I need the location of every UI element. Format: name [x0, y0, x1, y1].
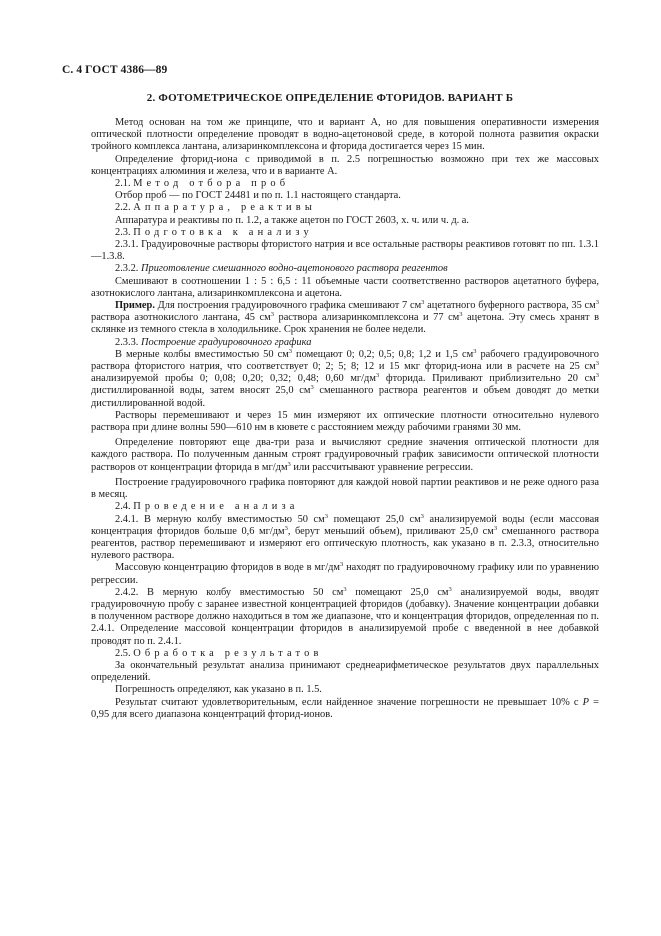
page-header: С. 4 ГОСТ 4386—89: [62, 64, 168, 76]
section-2-3-3-text: В мерные колбы вместимостью 50 $см^3$ помещают 0; 0,2; 0,5; 0,8; 1,2 и 1,5 $см^3$ рабочего градуировочного раствора фтористого натрия, что соответствует 0; 2; 5; 8; 12 и 15 мкг фторид-иона или в расчете на 25 $см^3$ анализируемой пробы 0; 0,08; 0,20; 0,32; 0,48; 0,60 $мг/дм^3$ фторида. Приливают приблизительно 20 $см^3$ дистиллированной воды, затем вносят 25,0 $см^3$ смешанного раствора реагентов и объем доводят до метки дистиллированной водой.: [91, 347, 600, 409]
paragraph-mixing: Растворы перемешивают и через 15 мин измеряют их оптические плотности относительно нулевого раствора при длине волны 590—610 нм в кювете с расстоянием между рабочими гранями 30 мм.: [91, 409, 599, 434]
section-2-1-text: Отбор проб — по ГОСТ 24481 и по п. 1.1 настоящего стандарта.: [115, 190, 401, 202]
paragraph-result-criteria: Результат считают удовлетворительным, если найденное значение погрешности не превышает 10% с P = 0,95 для всего диапазона концентраций фторид-ионов.: [91, 696, 599, 720]
paragraph-error: Погрешность определяют, как указано в п. 1.5.: [115, 684, 322, 696]
example-paragraph: Пример. Для построения градуировочного графика смешивают 7 $см^3$ ацетатного буферного раствора, 35 $см^3$ раствора азотнокислого лантана, 45 $см^3$ раствора ализаринкомплексона и 77 $см^3$ ацетона. Эту смесь хранят в склянке из темного стекла в холодильнике. Срок хранения не более недели.: [91, 299, 599, 336]
section-2-3-1-text: 2.3.1. Градуировочные растворы фтористого натрия и все остальные растворы реактивов готовят по пп. 1.3.1—1.3.8.: [91, 239, 599, 263]
section-2-2-title: Аппаратура, реактивы: [133, 202, 317, 214]
section-title: 2. ФОТОМЕТРИЧЕСКОЕ ОПРЕДЕЛЕНИЕ ФТОРИДОВ. ВАРИАНТ Б: [146, 92, 514, 104]
example-label: Пример.: [115, 300, 155, 312]
section-2-2-heading: 2.2. Аппаратура, реактивы: [115, 202, 317, 214]
section-2-1-title: Метод отбора проб: [133, 178, 290, 190]
section-2-3-2-text: Смешивают в соотношении 1 : 5 : 6,5 : 11 объемные части соответственно растворов ацетатного буфера, азотнокислого лантана, ализаринкомплексона и ацетона.: [91, 275, 599, 299]
paragraph-repeat: Определение повторяют еще два-три раза и вычисляют средние значения оптической плотности для каждого раствора. По полученным данным строят градуировочный график зависимости оптической плотности растворов от концентрации фторида в $мг/дм^3$ или рассчитывают уравнение регрессии.: [91, 437, 599, 473]
section-2-3-2-heading: 2.3.2. Приготовление смешанного водно-ацетонового раствора реагентов: [115, 263, 448, 275]
paragraph-fluoride-determination: Определение фторид-иона с приводимой в п. 2.5 погрешностью возможно при тех же массовых концентрациях алюминия и железа, что и в варианте А.: [91, 153, 599, 177]
section-2-3-title: Подготовка к анализу: [133, 226, 313, 238]
section-2-4-title: Проведение анализа: [133, 501, 299, 513]
section-2-5-heading: 2.5. Обработка результатов: [115, 647, 323, 659]
paragraph-final-result: За окончательный результат анализа принимают среднеарифметическое результатов двух параллельных определений.: [91, 659, 599, 684]
section-2-4-heading: 2.4. Проведение анализа: [115, 501, 299, 513]
section-2-5-title: Обработка результатов: [133, 647, 323, 659]
section-2-3-2-title: Приготовление смешанного водно-ацетонового раствора реагентов: [141, 263, 448, 275]
paragraph-method: Метод основан на том же принципе, что и вариант А, но для повышения оперативности измерения оптической плотности определение проводят в водно-ацетоновой среде, в которой полнота развития окраски тройного комплекса лантана, ализаринкомплексона и фторида достигается через 15 мин.: [91, 117, 599, 153]
section-2-3-3-title: Построение градуировочного графика: [141, 336, 312, 348]
section-2-3-heading: 2.3. Подготовка к анализу: [115, 226, 313, 238]
section-2-4-1-text: 2.4.1. В мерную колбу вместимостью 50 $см^3$ помещают 25,0 $см^3$ анализируемой воды (если массовая концентрация фторидов больше 0,6 $мг/дм^3$, берут меньший объем), приливают 25,0 $см^3$ смешанного раствора реагентов, раствор перемешивают и измеряют его оптическую плотность, как указано в п. 2.3.3, относительно нулевого раствора.: [91, 512, 600, 562]
body-text: [91, 117, 599, 721]
paragraph-graph-repeat: Построение градуировочного графика повторяют для каждой новой партии реактивов и не реже одного раза в месяц.: [91, 476, 599, 501]
section-2-4-2-text: 2.4.2. В мерную колбу вместимостью 50 $см^3$ помещают 25,0 $см^3$ анализируемой воды, вводят градуировочную пробу с заранее известной концентрацией фторидов (добавку). Значение концентрации добавки в полученном растворе должно находиться в том же диапазоне, что и концентрация фторидов, определенная по п. 2.4.1. Определение массовой концентрации фторидов в анализируемой пробе с введенной в нее добавкой проводят по п. 2.4.1.: [91, 585, 599, 647]
section-2-1-heading: 2.1. Метод отбора проб: [115, 178, 290, 190]
section-2-3-3-heading: 2.3.3. Построение градуировочного графика: [115, 336, 312, 348]
paragraph-mass-concentration: Массовую концентрацию фторидов в воде в $мг/дм^3$ находят по градуировочному графику или по уравнению регрессии.: [91, 561, 599, 586]
section-2-2-text: Аппаратура и реактивы по п. 1.2, а также ацетон по ГОСТ 2603, х. ч. или ч. д. а.: [115, 214, 470, 226]
